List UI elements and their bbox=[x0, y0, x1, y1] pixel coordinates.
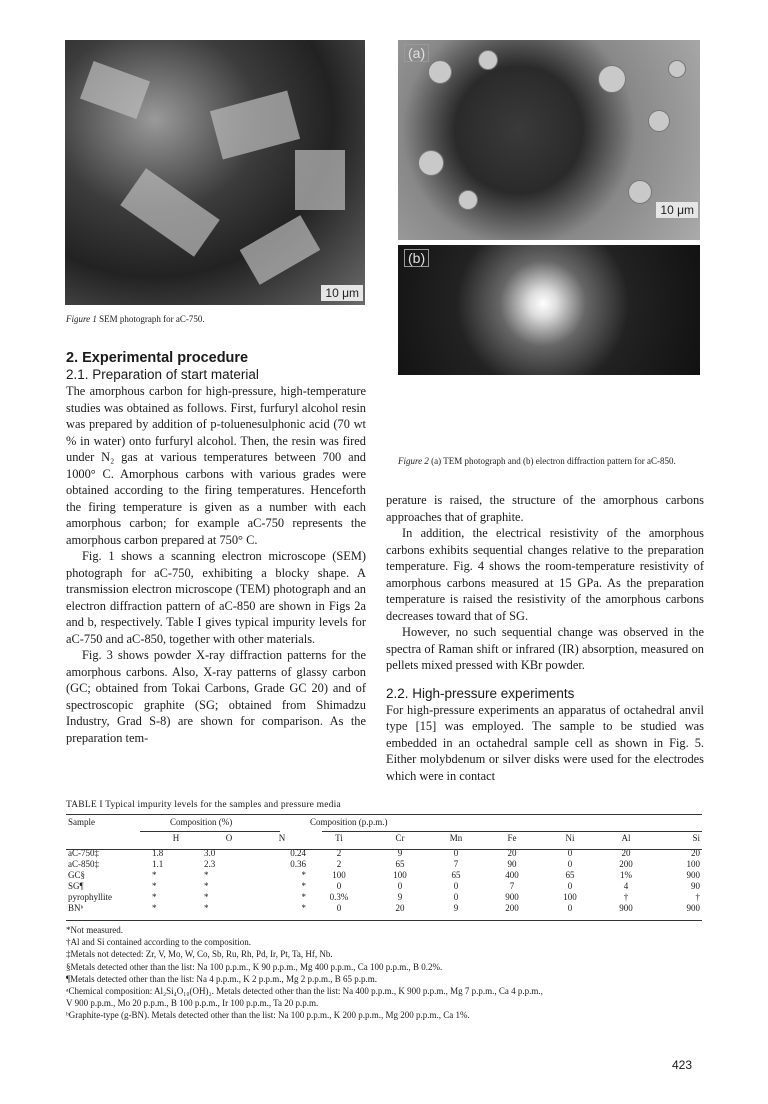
table-column-header: Fe bbox=[507, 832, 517, 843]
table-cell: * bbox=[301, 903, 306, 913]
tem-scale-bar-label: 10 μm bbox=[656, 202, 698, 218]
subsection-title-2-1: 2.1. Preparation of start material bbox=[66, 367, 259, 382]
table-cell: 20 bbox=[691, 848, 700, 858]
table-note: †Al and Si contained according to the composition. bbox=[66, 937, 251, 948]
table-cell: * bbox=[152, 892, 157, 902]
table-note: ᵃChemical composition: Al₂Si₄O₁₀(OH)₂. Metals detected other than the list: Na 400 p.p.m., K 900 p.p.m., Mg 7 p.p.m., Ca 4 p.p.m., bbox=[66, 986, 543, 997]
paragraph: perature is raised, the structure of the amorphous carbons approaches that of graphite. bbox=[386, 493, 704, 524]
table-column-header: Mn bbox=[449, 832, 463, 843]
figure-2-caption-label: Figure 2 bbox=[398, 456, 429, 466]
table-title: TABLE I Typical impurity levels for the samples and pressure media bbox=[66, 800, 341, 810]
table-cell: 0 bbox=[336, 903, 342, 913]
table-cell: 7 bbox=[509, 881, 515, 891]
page-number: 423 bbox=[672, 1058, 693, 1072]
table-note: ᵇGraphite-type (g-BN). Metals detected other than the list: Na 100 p.p.m., K 200 p.p.m., Mg 200 p.p.m., Ca 1%. bbox=[66, 1010, 470, 1021]
table-cell-sample: aC-750‡ bbox=[68, 848, 99, 858]
paragraph: The amorphous carbon for high-pressure, high-temperature studies was obtained as follows. First, furfuryl alcohol resin was prepared by addition of p-toluenesulphonic acid (70 wt % in water) onto furfuryl alcohol. Then, the resin was fired under N₂ gas at various temperatures between 700 and 1000° C. Amorphous carbons with various grades were obtained according to the firing temperatures. Henceforth the firing temperature is given as a number with each amorphous carbon; for example aC-750 represents the amorphous carbon prepared at 750° C. bbox=[66, 384, 366, 547]
table-cell: 900 bbox=[619, 903, 633, 913]
sem-photograph bbox=[65, 40, 365, 305]
figure-1-caption-text: SEM photograph for aC-750. bbox=[99, 314, 205, 324]
paragraph: However, no such sequential change was observed in the spectra of Raman shift or infrared (IR) absorption, measured on pellets mixed pressed with KBr powder. bbox=[386, 625, 704, 672]
table-cell: 65 bbox=[565, 870, 575, 880]
table-header-rule bbox=[66, 849, 702, 850]
table-cell: 100 bbox=[563, 892, 577, 902]
table-cell: * bbox=[204, 881, 209, 891]
section-title: 2. Experimental procedure bbox=[66, 350, 249, 366]
left-column bbox=[66, 350, 366, 746]
electron-diffraction-pattern bbox=[398, 245, 700, 375]
table-cell: 2 bbox=[336, 848, 342, 858]
table-cell: * bbox=[204, 870, 209, 880]
table-cell: * bbox=[204, 892, 209, 902]
paragraph: For high-pressure experiments an apparatus of octahedral anvil type [15] was employed. The sample to be studied was embedded in an octahedral sample cell as shown in Fig. 5. Either molybdenum or silver disks were used for the electrodes which were in contact bbox=[386, 702, 704, 783]
table-cell: 0 bbox=[397, 881, 403, 891]
table-cell: 1% bbox=[620, 870, 632, 880]
table-cell: 9 bbox=[397, 892, 403, 902]
table-column-header: Ni bbox=[565, 832, 575, 843]
composition-ppm-rule bbox=[322, 831, 702, 832]
table-cell-sample: pyrophyllite bbox=[68, 892, 112, 902]
table-cell: 1.8 bbox=[152, 848, 164, 858]
right-column bbox=[386, 492, 704, 784]
figure-1-caption-label: Figure 1 bbox=[66, 314, 97, 324]
table-cell: † bbox=[695, 892, 700, 902]
table-cell: 3.0 bbox=[204, 848, 216, 858]
table-cell: 900 bbox=[686, 903, 700, 913]
table-bottom-rule bbox=[66, 920, 702, 921]
table-cell: 0 bbox=[567, 859, 573, 869]
table-cell: 90 bbox=[691, 881, 700, 891]
table-group-header-row bbox=[66, 817, 702, 828]
table-cell: 400 bbox=[505, 870, 519, 880]
table-cell: 20 bbox=[395, 903, 405, 913]
table-cell: 100 bbox=[686, 859, 700, 869]
paragraph: Fig. 1 shows a scanning electron microscope (SEM) photograph for aC-750, exhibiting a blocky shape. A transmission electron microscope (TEM) photograph and an electron diffraction pattern of aC-850 are shown in Figs 2a and b, respectively. Table I gives typical impurity levels for aC-750 and aC-850, together with other materials. bbox=[66, 549, 366, 646]
table-note: §Metals detected other than the list: Na 100 p.p.m., K 90 p.p.m., Mg 400 p.p.m., Ca 100 p.p.m., B 0.2%. bbox=[66, 961, 443, 972]
table-cell-sample: SG¶ bbox=[68, 881, 84, 891]
panel-a-label: (a) bbox=[404, 44, 429, 62]
table-cell: 900 bbox=[505, 892, 519, 902]
figure-2-caption-text: (a) TEM photograph and (b) electron diffraction pattern for aC-850. bbox=[431, 456, 676, 466]
table-cell: 0 bbox=[567, 881, 573, 891]
table-row bbox=[66, 881, 702, 892]
table-cell: * bbox=[204, 903, 209, 913]
table-cell: 100 bbox=[393, 870, 407, 880]
table-header-sample: Sample bbox=[68, 817, 95, 827]
table-cell: * bbox=[152, 903, 157, 913]
table-cell: 4 bbox=[623, 881, 629, 891]
paragraph: In addition, the electrical resistivity of the amorphous carbons exhibits sequential changes relative to the preparation temperature. Fig. 4 shows the room-temperature resistivity of amorphous carbons measured at 15 GPa. As the preparation temperature is raised the resistivity of the amorphous carbons decreases toward that of SG. bbox=[386, 526, 704, 623]
table-cell: * bbox=[301, 870, 306, 880]
scale-bar-label: 10 μm bbox=[321, 285, 363, 301]
figure-2-caption bbox=[398, 455, 703, 468]
table-cell: 7 bbox=[453, 859, 459, 869]
table-cell: 0 bbox=[567, 903, 573, 913]
table-cell: 0 bbox=[453, 892, 459, 902]
table-cell: 2.3 bbox=[204, 859, 216, 869]
table-cell: * bbox=[152, 870, 157, 880]
table-column-header: Al bbox=[621, 832, 631, 843]
table-column-header: Si bbox=[692, 832, 700, 843]
panel-b-label: (b) bbox=[404, 249, 429, 267]
table-top-rule bbox=[66, 814, 702, 815]
table-cell: 20 bbox=[621, 848, 631, 858]
table-column-header: Ti bbox=[335, 832, 343, 843]
table-cell-sample: aC-850‡ bbox=[68, 859, 99, 869]
table-cell: 1.1 bbox=[152, 859, 164, 869]
table-header-composition-ppm: Composition (p.p.m.) bbox=[310, 817, 388, 827]
table-column-header: H bbox=[172, 832, 180, 843]
table-note: V 900 p.p.m., Mo 20 p.p.m., B 100 p.p.m., Ir 100 p.p.m., Ta 20 p.p.m. bbox=[66, 998, 319, 1009]
table-cell: 0.24 bbox=[290, 848, 306, 858]
table-cell: 0 bbox=[453, 848, 459, 858]
table-cell: 200 bbox=[619, 859, 633, 869]
table-cell: 100 bbox=[332, 870, 346, 880]
table-note: ¶Metals detected other than the list: Na 4 p.p.m., K 2 p.p.m., Mg 2 p.p.m., B 65 p.p.m. bbox=[66, 973, 378, 984]
table-cell: 9 bbox=[397, 848, 403, 858]
table-column-header: O bbox=[225, 832, 233, 843]
composition-pct-rule bbox=[140, 831, 280, 832]
table-note: *Not measured. bbox=[66, 925, 123, 935]
table-row bbox=[66, 870, 702, 881]
table-row bbox=[66, 892, 702, 903]
table-cell: * bbox=[301, 881, 306, 891]
table-cell: * bbox=[152, 881, 157, 891]
tem-photograph bbox=[398, 40, 700, 240]
table-cell: 20 bbox=[507, 848, 517, 858]
table-note: ‡Metals not detected: Zr, V, Mo, W, Co, Sb, Ru, Rh, Pd, Ir, Pt, Ta, Hf, Nb. bbox=[66, 949, 333, 960]
table-cell: 0 bbox=[567, 848, 573, 858]
table-cell: 900 bbox=[686, 870, 700, 880]
table-cell: 65 bbox=[395, 859, 405, 869]
table-column-header: Cr bbox=[395, 832, 405, 843]
table-cell-sample: BNᵇ bbox=[68, 903, 84, 913]
table-cell: 0 bbox=[336, 881, 342, 891]
table-cell: 0.36 bbox=[290, 859, 306, 869]
table-row bbox=[66, 903, 702, 914]
paragraph: Fig. 3 shows powder X-ray diffraction patterns for the amorphous carbons. Also, X-ray patterns of glassy carbon (GC; obtained from Tokai Carbons, Grade GC 20) and of spectroscopic graphite (SG; obtained from Shimadzu Industry, Grad S-8) are shown for comparison. As the preparation tem- bbox=[66, 648, 366, 745]
table-cell: 65 bbox=[451, 870, 461, 880]
table-cell: 0 bbox=[453, 881, 459, 891]
table-header-composition-pct: Composition (%) bbox=[170, 817, 233, 827]
table-cell: 2 bbox=[336, 859, 342, 869]
table-cell: † bbox=[623, 892, 629, 902]
table-cell: * bbox=[301, 892, 306, 902]
table-cell: 200 bbox=[505, 903, 519, 913]
table-cell: 90 bbox=[507, 859, 517, 869]
subsection-title-2-2: 2.2. High-pressure experiments bbox=[386, 685, 575, 701]
figure-1-caption bbox=[66, 313, 205, 326]
table-cell-sample: GC§ bbox=[68, 870, 86, 880]
table-cell: 9 bbox=[453, 903, 459, 913]
table-cell: 0.3% bbox=[329, 892, 349, 902]
table-notes bbox=[66, 924, 706, 1022]
table-column-header: N bbox=[278, 832, 286, 843]
table-row bbox=[66, 859, 702, 870]
